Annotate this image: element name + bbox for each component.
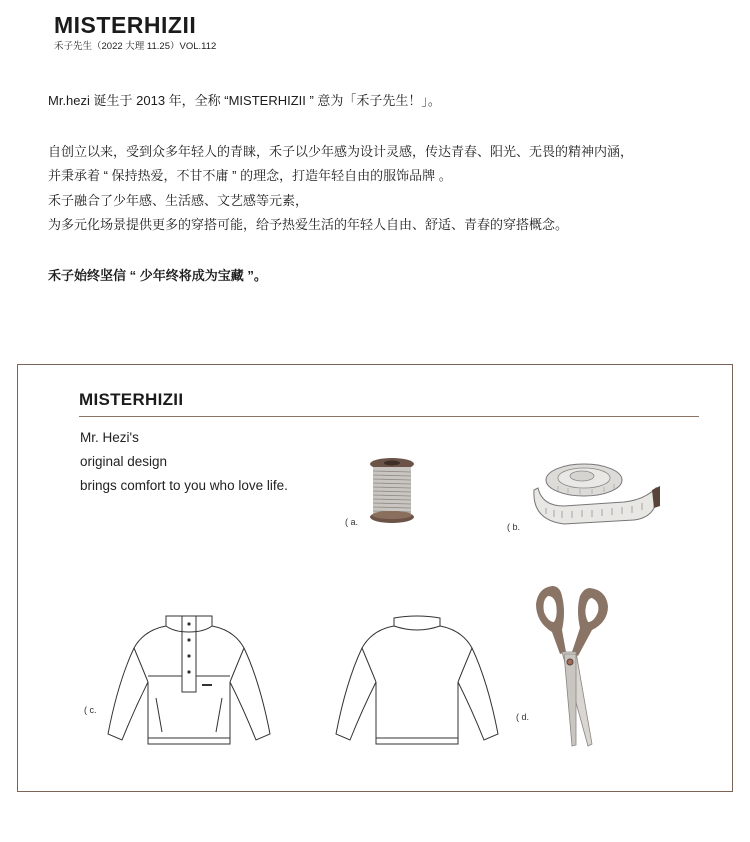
brand-title: MISTERHIZII <box>54 12 197 38</box>
brand-subtitle: 禾子先生（2022 大理 11.25）VOL.112 <box>54 41 217 52</box>
intro-line: 自创立以来，受到众多年轻人的青睐，禾子以少年感为设计灵感，传达青春、阳光、无畏的精神内涵， <box>48 144 634 159</box>
jacket-sketch-icon <box>104 612 274 750</box>
intro-line: Mr.hezi 诞生于 2013 年，全称 “MISTERHIZII ” 意为「禾子先生！」。 <box>48 93 441 108</box>
intro-line: 禾子融合了少年感、生活感、文艺感等元素， <box>48 193 309 208</box>
scissors-icon <box>532 582 612 752</box>
intro-line: 为多元化场景提供更多的穿搭可能，给予热爱生活的年轻人自由、舒适、青春的穿搭概念。 <box>48 217 569 232</box>
tagline-line: brings comfort to you who love life. <box>80 478 288 493</box>
card-divider <box>79 416 699 417</box>
item-label-b: ( b. <box>507 522 521 532</box>
tape-measure-icon <box>524 460 664 530</box>
card-title: MISTERHIZII <box>79 390 184 409</box>
jacket-back-sketch-icon <box>332 612 502 750</box>
slogan: 禾子始终坚信 “ 少年终将成为宝藏 ”。 <box>48 268 267 283</box>
item-label-d: ( d. <box>516 712 530 722</box>
item-label-a: ( a. <box>345 517 359 527</box>
tagline-line: original design <box>80 454 168 469</box>
intro-line: 并秉承着 “ 保持热爱，不甘不庸 ” 的理念，打造年轻自由的服饰品牌 。 <box>48 168 452 183</box>
tagline-line: Mr. Hezi's <box>80 430 139 445</box>
item-label-c: ( c. <box>84 705 97 715</box>
thread-spool-icon <box>364 456 420 526</box>
